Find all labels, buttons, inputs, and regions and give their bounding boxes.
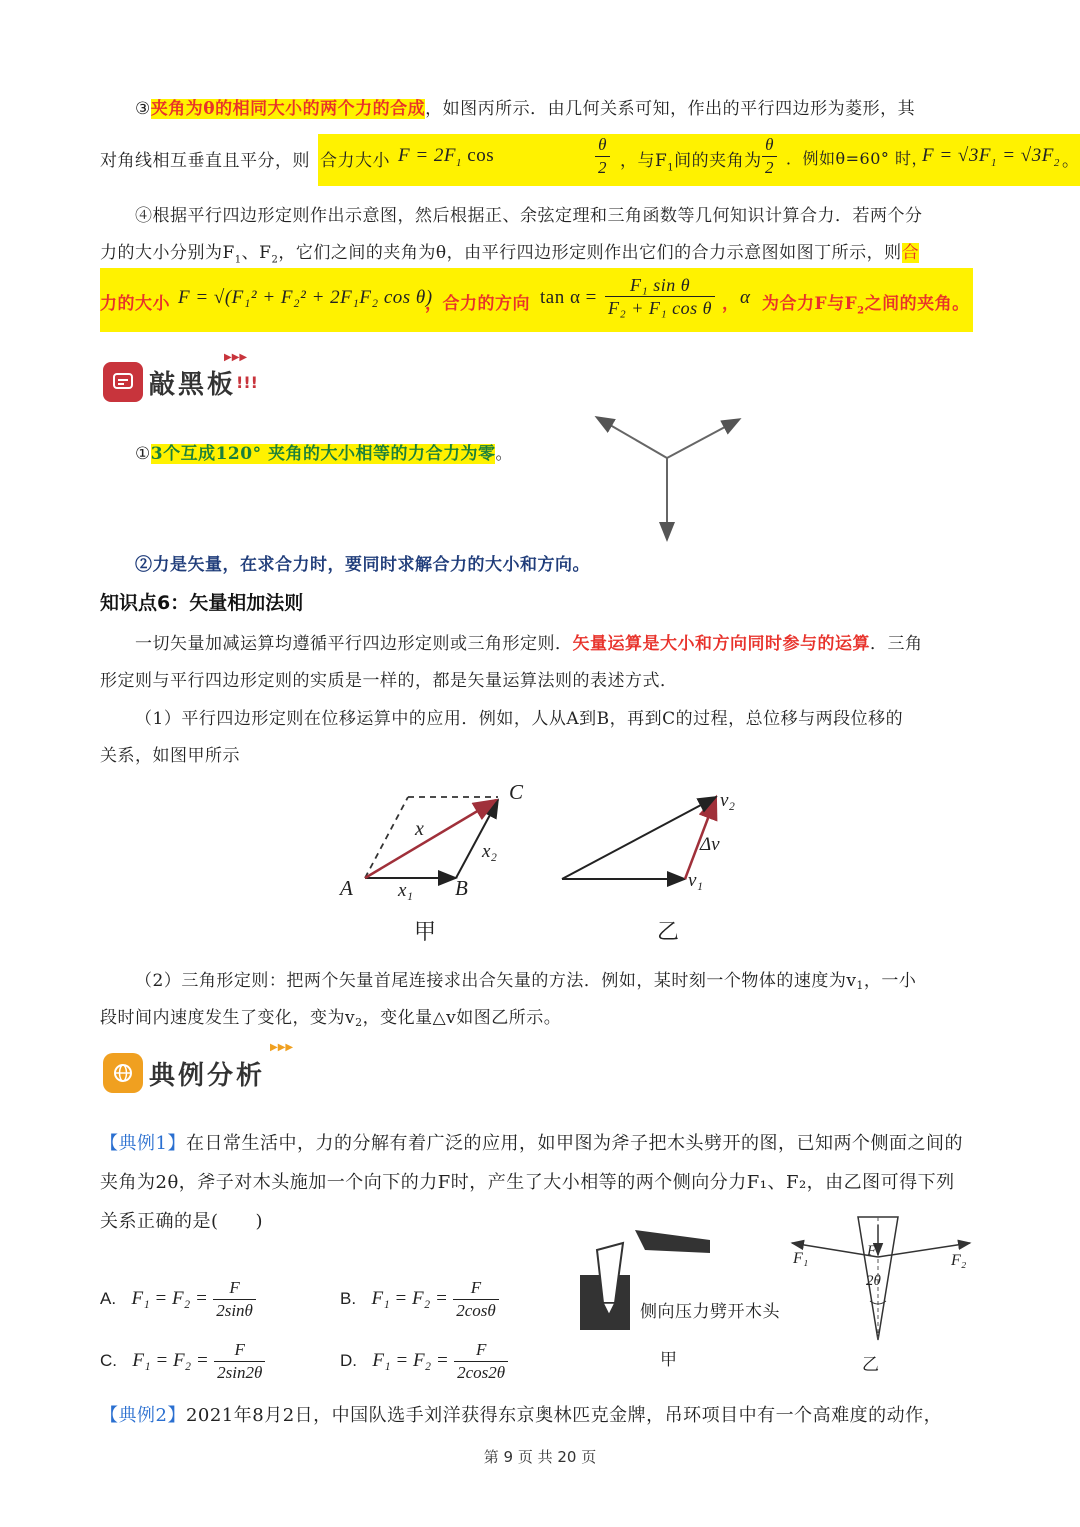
label-2theta: 2θ: [866, 1273, 881, 1289]
blackboard-item2: ②力是矢量，在求合力时，要同时求解合力的大小和方向。: [135, 555, 590, 575]
option-B[interactable]: B. F₁ = F₂ = $\frac{F}{2\cos\theta}$: [340, 1277, 499, 1322]
caption-yi: 乙: [657, 919, 680, 944]
kp6-p3-line2: 段时间内速度发生了变化，变为$v_2$，变化量△v如图乙所示。: [100, 1008, 562, 1029]
blackboard-title: 敲黑板: [149, 369, 237, 400]
kp6-p3-line1: （2）三角形定则：把两个矢量首尾连接求出合矢量的方法．例如，某时刻一个物体的速度为$v_1$，一小: [135, 971, 917, 992]
kp6-title: 知识点6：矢量相加法则: [100, 592, 304, 614]
option-C[interactable]: C. F₁ = F₂ = $\frac{F}{2\sin 2\theta}$: [100, 1339, 265, 1384]
caption-jia-2: 甲: [660, 1350, 677, 1369]
label-x2: x₂: [482, 841, 498, 862]
three-forces-figure: [590, 410, 750, 545]
example1-line3: 关系正确的是( ): [100, 1211, 264, 1232]
vector-figures: [330, 775, 750, 945]
label-F2: F₂: [951, 1252, 967, 1269]
label-A: A: [340, 876, 353, 900]
label-F: F: [867, 1243, 877, 1259]
option-A[interactable]: A. F₁ = F₂ = $\frac{F}{2\sin\theta}$: [100, 1277, 256, 1322]
globe-icon: [103, 1053, 143, 1093]
example1-line1: 【典例1】在日常生活中，力的分解有着广泛的应用，如甲图为斧子把木头劈开的图，已知两个侧面之间的: [100, 1133, 963, 1154]
label-v1: v₁: [688, 870, 704, 891]
examples-header: [103, 1053, 265, 1093]
label-B: B: [455, 876, 468, 900]
examples-title: 典例分析: [149, 1060, 266, 1091]
caption-jia: 甲: [414, 919, 437, 944]
axe-caption-text: 侧向压力劈开木头: [640, 1302, 780, 1322]
page-footer: 第 9 页 共 20 页: [483, 1448, 597, 1466]
option-D[interactable]: D. F₁ = F₂ = $\frac{F}{2\cos 2\theta}$: [340, 1339, 508, 1384]
blackboard-item1: ①3个互成120° 夹角的大小相等的力合力为零。: [135, 444, 513, 464]
label-x: x: [415, 818, 424, 840]
blackboard-header: 敲黑板 !!!: [103, 362, 258, 402]
label-v2: v₂: [720, 790, 736, 811]
example2-line1: 【典例2】2021年8月2日，中国队选手刘洋获得东京奥林匹克金牌，吊环项目中有一个高难度的动作，: [100, 1405, 943, 1426]
label-C: C: [509, 780, 524, 804]
document-page: ③夹角为θ的相同大小的两个力的合成，如图丙所示．由几何关系可知，作出的平行四边形为菱形，其 对角线相互垂直且平分，则 合力大小 $F = 2F_1$ cos $\frac{\theta}{2}$ ，与$F_1$间的夹角为 $\frac{\theta}{2}$ ．例如θ=60° 时， $F = √3F_1 = √3F_2$ 。 ④根据平行四边形定则作出示意图，然后根据正、余弦定理和三角函数等几何知识计算合力．若两个分 力的大小分别为$F_1$、$F_2$，它们之间的夹角为θ，由平行四边形定则作出它们的合力示意图如图丁所示，则合 力的大小 F = √(F₁² + F₂² + 2F₁F₂ cos θ) ，合力的方向 tan α = $\frac{\text{F₁ sin θ}}{\text{F₂ + F₁ cos θ}}$ ， α 为合力F与$F_2$之间的夹角。 敲黑板 !!! ▶▶▶ ①3个互成120° 夹角的大小相等的力合力为零。 ②力是矢量，在求合力时，要同时求解合力的大小和方向。 知识点6：矢量相加法则 一切矢量加减运算均遵循平行四边形定则或三角形定则．矢量运算是大小和方向同时参与的运算．三角 形定则与平行四边形定则的实质是一样的，都是矢量运算法则的表述方式． （1）平行四边形定则在位移运算中的应用．例如，人从A到B，再到C的过程，总位移与两段位移的 关系，如图甲所示 A B C x x₁ x₂ v₂ v₁ Δv 甲 乙 （2）三角形定则：把两个矢量首尾连接求出合矢量的方法．例如，某时刻一个物体的速度为$v_1$，一小 段时间内速度发生了变化，变为$v_2$，变化量△v如图乙所示。 典例分析 ▶▶▶ 【典例1】在日常生活中，力的分解有着广泛的应用，如甲图为斧子把木头劈开的图，已知两个侧面之间的 夹角为2θ，斧子对木头施加一个向下的力F时，产生了大小相等的两个侧向分力F₁、F₂，由乙图可得下列 关系正确的是( ) A. F₁ = F₂ = $\frac{F}{2\sin\theta}$ B. F₁ = F₂ = $\frac{F}{2\cos\theta}$ C. F₁ = F₂ = $\frac{F}{2\sin 2\theta}$ D. F₁ = F₂ = $\frac{F}{2\cos 2\theta}$ 侧向压力劈开木头 甲 F₁ F₂ F 2θ 乙 【典例2】2021年8月2日，中国队选手刘洋获得东京奥林匹克金牌，吊环项目中有一个高难度的动作， 第 9 页 共 20 页: [0, 0, 1080, 1527]
para4-line2: 力的大小分别为$F_1$、$F_2$，它们之间的夹角为θ，由平行四边形定则作出它们的合力示意图如图丁所示，则合: [100, 243, 920, 266]
board-icon: [103, 362, 143, 402]
arrow-marks-icon: ▶▶▶: [224, 352, 248, 363]
label-x1: x₁: [398, 880, 414, 901]
kp6-p1-line2: 形定则与平行四边形定则的实质是一样的，都是矢量运算法则的表述方式．: [100, 671, 678, 691]
label-dv: Δv: [700, 834, 720, 855]
para4-line3: 力的大小 F = √(F₁² + F₂² + 2F₁F₂ cos θ) ，合力的方向 tan α = $\frac{\text{F₁ sin θ}}{\text{F₂ + F₁ cos θ}}$ ， α 为合力F与$F_2$之间的夹角。: [100, 268, 973, 332]
arrow-marks-icon: ▶▶▶: [270, 1042, 294, 1053]
example1-line2: 夹角为2θ，斧子对木头施加一个向下的力F时，产生了大小相等的两个侧向分力F₁、F₂，由乙图可得下列: [100, 1172, 955, 1193]
label-F1: F₁: [793, 1250, 809, 1267]
kp6-p2-line1: （1）平行四边形定则在位移运算中的应用．例如，人从A到B，再到C的过程，总位移与两段位移的: [135, 709, 904, 729]
para3-line1: ③夹角为θ的相同大小的两个力的合成，如图丙所示．由几何关系可知，作出的平行四边形为菱形，其: [135, 99, 916, 119]
kp6-p1-line1: 一切矢量加减运算均遵循平行四边形定则或三角形定则．矢量运算是大小和方向同时参与的运算．三角: [135, 634, 923, 654]
caption-yi-2: 乙: [862, 1355, 879, 1374]
kp6-p2-line2: 关系，如图甲所示: [100, 746, 240, 766]
para4-line1: ④根据平行四边形定则作出示意图，然后根据正、余弦定理和三角函数等几何知识计算合力．若两个分: [135, 206, 923, 226]
